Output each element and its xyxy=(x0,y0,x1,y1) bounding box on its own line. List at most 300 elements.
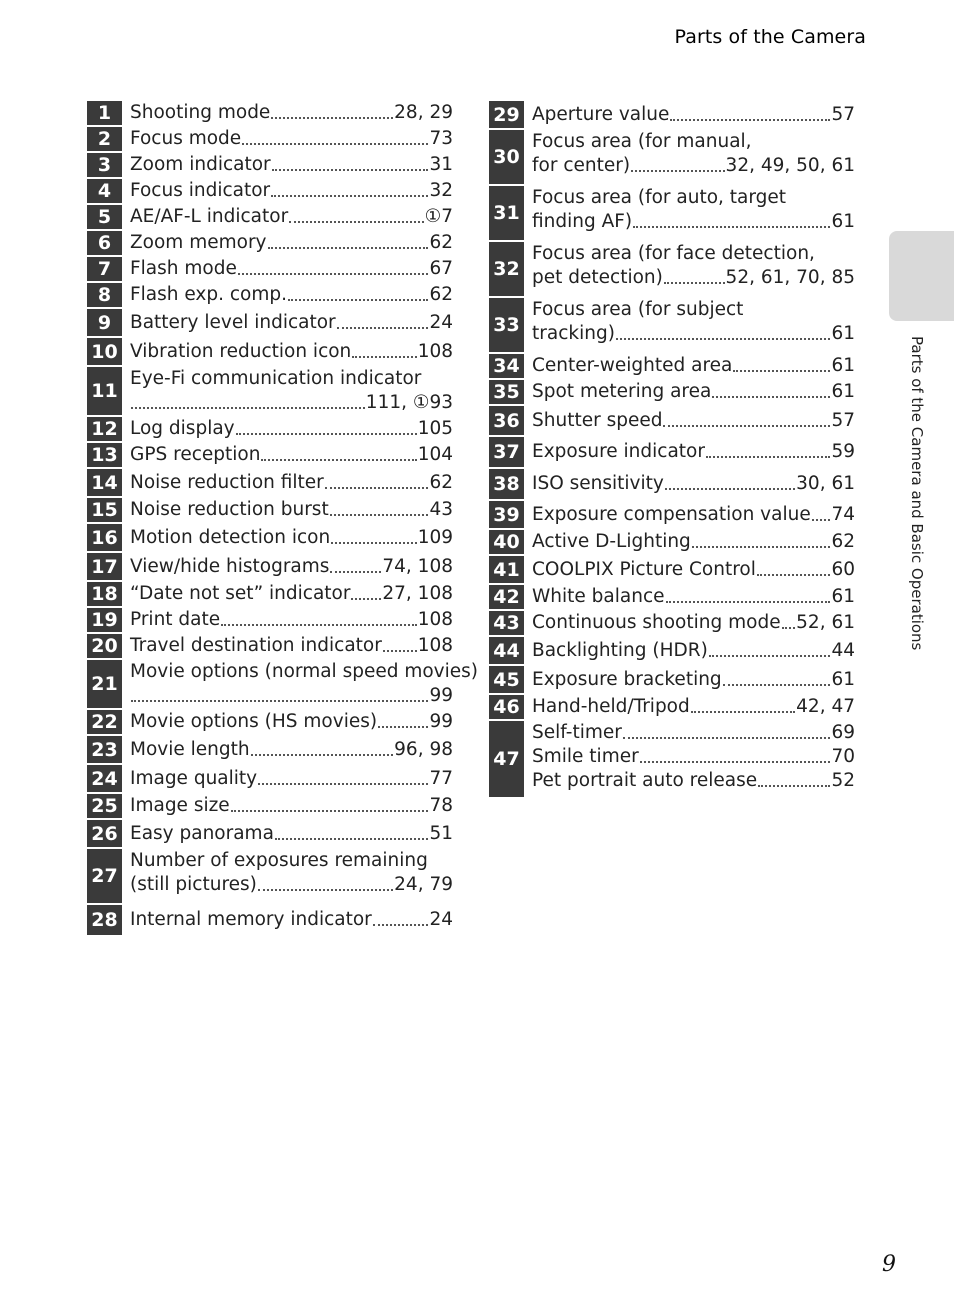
entry-line xyxy=(532,695,855,719)
entry-body xyxy=(122,849,453,903)
index-entry xyxy=(489,242,855,296)
index-entry xyxy=(489,101,855,128)
entry-page-refs: 60 xyxy=(831,558,855,580)
entry-label: Center-weighted area xyxy=(532,355,733,376)
dot-leader xyxy=(331,535,416,544)
entry-line xyxy=(130,794,453,818)
index-entry xyxy=(87,905,453,935)
entry-page-refs: 61 xyxy=(831,381,855,402)
entry-body xyxy=(524,298,855,352)
entry-number-badge: 45 xyxy=(489,666,524,693)
entry-line xyxy=(532,103,855,127)
index-entry xyxy=(87,710,453,734)
section-tab-label: Parts of the Camera and Basic Operations xyxy=(908,336,926,651)
entry-page-refs: 61 xyxy=(831,355,855,376)
entry-page-refs: 69 xyxy=(831,722,855,743)
entry-label: Focus indicator xyxy=(130,180,271,201)
entry-label: Battery level indicator xyxy=(130,311,336,333)
entry-label: Focus area (for auto, target xyxy=(532,187,787,208)
entry-page-refs: 59 xyxy=(831,441,855,462)
entry-number-badge: 44 xyxy=(489,637,524,664)
index-entry xyxy=(489,298,855,352)
page-header-title: Parts of the Camera xyxy=(674,26,866,48)
entry-page-refs: 111, ①93 xyxy=(365,392,453,413)
entry-line xyxy=(532,154,855,178)
dot-leader xyxy=(351,591,381,600)
entry-line xyxy=(130,283,453,307)
entry-body xyxy=(524,380,855,404)
entry-label: Smile timer xyxy=(532,746,639,767)
entry-line xyxy=(130,908,453,932)
entry-line xyxy=(130,205,453,229)
entry-label: Number of exposures remaining xyxy=(130,850,428,871)
entry-number-badge: 34 xyxy=(489,354,524,378)
entry-page-refs: 44 xyxy=(831,639,855,661)
entry-page-refs: 43 xyxy=(429,499,453,520)
index-entry xyxy=(489,666,855,693)
entry-line xyxy=(130,443,453,467)
entry-page-refs: 105 xyxy=(417,418,453,439)
index-entry xyxy=(489,501,855,528)
entry-page-refs: 108 xyxy=(417,340,453,362)
entry-page-refs: 27, 108 xyxy=(382,583,453,604)
entry-line xyxy=(532,354,855,378)
index-entry xyxy=(87,283,453,307)
dot-leader xyxy=(271,188,428,197)
index-entry xyxy=(87,127,453,151)
entry-body xyxy=(122,283,453,307)
entry-page-refs: 52, 61 xyxy=(796,612,855,633)
dot-leader xyxy=(631,163,724,172)
dot-leader xyxy=(337,320,429,329)
entry-label: Exposure indicator xyxy=(532,441,705,462)
entry-label: Continuous shooting mode xyxy=(532,612,781,633)
dot-leader xyxy=(383,643,417,652)
entry-number-badge: 20 xyxy=(87,634,122,658)
entry-line xyxy=(130,311,453,335)
entry-number-badge: 27 xyxy=(87,849,122,903)
entry-label: Pet portrait auto release xyxy=(532,770,758,791)
entry-line xyxy=(130,391,453,415)
index-entry xyxy=(87,231,453,255)
entry-body xyxy=(122,634,453,658)
entry-page-refs: 74, 108 xyxy=(382,555,453,577)
entry-label: “Date not set” indicator xyxy=(130,583,351,604)
index-entry xyxy=(87,469,453,496)
entry-line xyxy=(130,849,453,873)
index-entry xyxy=(87,524,453,551)
dot-leader xyxy=(378,719,428,728)
entry-line xyxy=(532,558,855,582)
entry-line xyxy=(532,503,855,527)
entry-label: Focus area (for face detection, xyxy=(532,243,815,264)
dot-leader xyxy=(242,136,428,145)
entry-label: White balance xyxy=(532,586,665,607)
entry-label: Movie length xyxy=(130,738,250,760)
entry-page-refs: 62 xyxy=(831,531,855,552)
entry-body xyxy=(524,666,855,693)
entry-line xyxy=(130,526,453,550)
entry-label: (still pictures) xyxy=(130,874,257,895)
entry-body xyxy=(122,417,453,441)
dot-leader xyxy=(261,452,416,461)
entry-page-refs: 108 xyxy=(417,609,453,630)
entry-line xyxy=(532,298,855,322)
entry-body xyxy=(122,153,453,177)
entry-body xyxy=(122,338,453,365)
entry-page-refs: 109 xyxy=(417,526,453,548)
entry-body xyxy=(524,501,855,528)
index-entry xyxy=(489,130,855,184)
index-entry xyxy=(489,437,855,467)
entry-label: Print date xyxy=(130,609,221,630)
entry-label: Exposure compensation value xyxy=(532,503,811,525)
index-entry xyxy=(489,380,855,404)
entry-number-badge: 36 xyxy=(489,406,524,435)
entry-body xyxy=(122,101,453,125)
entry-line xyxy=(130,767,453,791)
index-entry xyxy=(489,695,855,719)
index-entry xyxy=(87,765,453,792)
entry-number-badge: 1 xyxy=(87,101,122,125)
entry-label: Exposure bracketing xyxy=(532,668,722,690)
index-entry xyxy=(87,660,479,708)
entry-line xyxy=(130,710,453,734)
entry-number-badge: 12 xyxy=(87,417,122,441)
entry-body xyxy=(122,127,453,151)
entry-label: tracking) xyxy=(532,323,615,344)
entry-page-refs: 99 xyxy=(429,685,453,706)
entry-number-badge: 5 xyxy=(87,205,122,229)
index-entry xyxy=(489,530,855,554)
dot-leader xyxy=(131,400,365,409)
entry-body xyxy=(122,367,453,415)
index-entry xyxy=(87,153,453,177)
entry-number-badge: 30 xyxy=(489,130,524,184)
section-tab xyxy=(889,231,954,321)
entry-page-refs: 74 xyxy=(831,503,855,525)
entry-label: Hand-held/Tripod xyxy=(532,696,690,717)
entry-label: Zoom indicator xyxy=(130,154,271,175)
entry-page-refs: 24 xyxy=(429,311,453,333)
entry-body xyxy=(524,130,855,184)
entry-number-badge: 42 xyxy=(489,585,524,609)
index-entry xyxy=(87,367,453,415)
entry-body xyxy=(524,585,855,609)
index-entry xyxy=(87,582,453,606)
entry-page-refs: 78 xyxy=(429,795,453,816)
entry-line xyxy=(130,873,453,897)
entry-page-refs: 67 xyxy=(429,258,453,279)
entry-body xyxy=(524,721,855,797)
entry-body xyxy=(122,736,453,763)
entry-line xyxy=(532,668,855,692)
index-entry xyxy=(87,849,453,903)
entry-label: Image quality xyxy=(130,767,258,789)
entry-number-badge: 25 xyxy=(87,794,122,818)
entry-body xyxy=(122,524,453,551)
entry-number-badge: 2 xyxy=(87,127,122,151)
entry-page-refs: 62 xyxy=(429,471,453,493)
entry-label: Active D-Lighting xyxy=(532,531,691,552)
index-entry xyxy=(87,498,453,522)
entry-body xyxy=(122,179,453,203)
entry-line xyxy=(532,472,855,496)
index-entry xyxy=(489,585,855,609)
entry-label: Internal memory indicator xyxy=(130,909,372,930)
entry-number-badge: 38 xyxy=(489,469,524,499)
dot-leader xyxy=(330,564,381,573)
dot-leader xyxy=(633,219,830,228)
dot-leader xyxy=(666,594,831,603)
index-entry xyxy=(489,469,855,499)
index-entry xyxy=(489,611,855,635)
entry-line xyxy=(532,721,855,745)
entry-line xyxy=(130,582,453,606)
entry-line xyxy=(532,745,855,769)
entry-body xyxy=(122,231,453,255)
dot-leader xyxy=(236,426,417,435)
dot-leader xyxy=(616,331,831,340)
dot-leader xyxy=(757,567,831,576)
dot-leader xyxy=(238,266,429,275)
entry-number-badge: 46 xyxy=(489,695,524,719)
entry-number-badge: 17 xyxy=(87,553,122,580)
index-entry xyxy=(489,186,855,240)
dot-leader xyxy=(258,882,393,891)
entry-page-refs: 62 xyxy=(429,232,453,253)
dot-leader xyxy=(272,162,429,171)
entry-line xyxy=(532,409,855,433)
dot-leader xyxy=(670,112,830,121)
entry-number-badge: 15 xyxy=(87,498,122,522)
entry-label: Eye-Fi communication indicator xyxy=(130,368,422,389)
entry-body xyxy=(122,205,453,229)
page-number: 9 xyxy=(882,1252,896,1277)
entry-page-refs: 52, 61, 70, 85 xyxy=(725,267,855,288)
entry-line xyxy=(532,266,855,290)
entry-body xyxy=(122,660,479,708)
index-entry xyxy=(87,608,453,632)
entry-body xyxy=(122,794,453,818)
entry-label: Focus area (for subject xyxy=(532,299,744,320)
entry-line xyxy=(130,738,453,762)
entry-page-refs: 30, 61 xyxy=(796,473,855,494)
entry-line xyxy=(532,639,855,663)
entry-line xyxy=(532,530,855,554)
entry-line xyxy=(130,257,453,281)
entry-body xyxy=(122,469,453,496)
entry-line xyxy=(130,684,453,708)
entry-page-refs: 57 xyxy=(831,103,855,125)
entry-page-refs: 57 xyxy=(831,409,855,431)
entry-line xyxy=(130,608,453,632)
entry-number-badge: 3 xyxy=(87,153,122,177)
index-entry xyxy=(87,736,453,763)
entry-page-refs: 108 xyxy=(417,635,453,656)
entry-page-refs: 28, 29 xyxy=(394,102,453,123)
entry-label: Movie options (normal speed movies) xyxy=(130,661,479,682)
entry-page-refs: 62 xyxy=(429,284,453,305)
entry-number-badge: 9 xyxy=(87,309,122,336)
dot-leader xyxy=(691,704,795,713)
entry-label: Zoom memory xyxy=(130,232,267,253)
entry-number-badge: 19 xyxy=(87,608,122,632)
entry-number-badge: 7 xyxy=(87,257,122,281)
entry-label: Easy panorama xyxy=(130,822,274,844)
entry-number-badge: 33 xyxy=(489,298,524,352)
entry-page-refs: 32 xyxy=(429,180,453,201)
entry-page-refs: 73 xyxy=(429,128,453,149)
entry-page-refs: 61 xyxy=(831,211,855,232)
entry-body xyxy=(122,608,453,632)
entry-label: Backlighting (HDR) xyxy=(532,639,708,661)
entry-line xyxy=(532,380,855,404)
dot-leader xyxy=(709,648,831,657)
entry-label: GPS reception xyxy=(130,444,261,465)
entry-line xyxy=(532,186,855,210)
dot-leader xyxy=(692,539,831,548)
entry-line xyxy=(130,231,453,255)
index-entry xyxy=(489,556,855,583)
entry-number-badge: 18 xyxy=(87,582,122,606)
entry-number-badge: 21 xyxy=(87,660,122,708)
index-column-right xyxy=(489,101,855,799)
index-entry xyxy=(87,417,453,441)
entry-label: for center) xyxy=(532,155,631,176)
entry-label: Vibration reduction icon xyxy=(130,340,352,362)
entry-body xyxy=(122,498,453,522)
index-entry xyxy=(489,721,855,797)
entry-label: Spot metering area xyxy=(532,381,712,402)
dot-leader xyxy=(665,481,795,490)
entry-page-refs: 96, 98 xyxy=(394,738,453,760)
dot-leader xyxy=(330,507,429,516)
entry-line xyxy=(130,634,453,658)
entry-label: Shooting mode xyxy=(130,102,271,123)
entry-number-badge: 13 xyxy=(87,443,122,467)
entry-line xyxy=(532,130,855,154)
entry-line xyxy=(130,153,453,177)
entry-number-badge: 23 xyxy=(87,736,122,763)
entry-body xyxy=(524,354,855,378)
entry-body xyxy=(524,556,855,583)
entry-body xyxy=(122,905,453,935)
entry-line xyxy=(130,179,453,203)
entry-line xyxy=(130,555,453,579)
entry-number-badge: 43 xyxy=(489,611,524,635)
dot-leader xyxy=(231,803,429,812)
entry-number-badge: 22 xyxy=(87,710,122,734)
entry-label: Noise reduction burst xyxy=(130,499,329,520)
dot-leader xyxy=(275,831,429,840)
index-entry xyxy=(87,634,453,658)
entry-label: ISO sensitivity xyxy=(532,473,664,494)
entry-number-badge: 37 xyxy=(489,437,524,467)
entry-number-badge: 28 xyxy=(87,905,122,935)
entry-body xyxy=(524,637,855,664)
entry-label: Flash mode xyxy=(130,258,237,279)
index-entry xyxy=(87,257,453,281)
index-entry xyxy=(87,179,453,203)
entry-body xyxy=(524,469,855,499)
entry-number-badge: 14 xyxy=(87,469,122,496)
entry-number-badge: 29 xyxy=(489,101,524,128)
dot-leader xyxy=(258,776,428,785)
entry-number-badge: 4 xyxy=(87,179,122,203)
dot-leader xyxy=(325,480,429,489)
entry-page-refs: 24, 79 xyxy=(394,874,453,895)
entry-page-refs: 104 xyxy=(417,444,453,465)
dot-leader xyxy=(782,620,796,629)
entry-number-badge: 24 xyxy=(87,765,122,792)
dot-leader xyxy=(289,214,423,223)
entry-label: Focus mode xyxy=(130,128,242,149)
entry-page-refs: 31 xyxy=(429,154,453,175)
dot-leader xyxy=(664,275,725,284)
entry-label: finding AF) xyxy=(532,211,633,232)
entry-body xyxy=(122,309,453,336)
index-entry xyxy=(489,354,855,378)
index-entry xyxy=(87,338,453,365)
entry-body xyxy=(524,186,855,240)
entry-number-badge: 26 xyxy=(87,820,122,847)
dot-leader xyxy=(352,349,416,358)
entry-page-refs: 61 xyxy=(831,586,855,607)
entry-label: COOLPIX Picture Control xyxy=(532,558,756,580)
entry-line xyxy=(532,210,855,234)
index-entry xyxy=(87,794,453,818)
entry-label: AE/AF-L indicator xyxy=(130,206,289,227)
dot-leader xyxy=(663,418,830,427)
entry-body xyxy=(122,443,453,467)
entry-number-badge: 10 xyxy=(87,338,122,365)
index-entry xyxy=(87,309,453,336)
entry-line xyxy=(532,322,855,346)
dot-leader xyxy=(640,754,831,763)
entry-label: Self-timer xyxy=(532,722,622,743)
entry-body xyxy=(524,530,855,554)
entry-label: Log display xyxy=(130,418,235,439)
index-entry xyxy=(87,820,453,847)
entry-body xyxy=(122,765,453,792)
entry-label: Motion detection icon xyxy=(130,526,331,548)
entry-number-badge: 39 xyxy=(489,501,524,528)
dot-leader xyxy=(268,240,429,249)
entry-line xyxy=(130,498,453,522)
entry-label: Shutter speed xyxy=(532,409,663,431)
dot-leader xyxy=(712,389,830,398)
entry-page-refs: 99 xyxy=(429,711,453,732)
entry-body xyxy=(524,101,855,128)
entry-page-refs: 51 xyxy=(429,822,453,844)
dot-leader xyxy=(733,363,830,372)
entry-page-refs: 77 xyxy=(429,767,453,789)
entry-number-badge: 47 xyxy=(489,721,524,797)
entry-page-refs: 70 xyxy=(831,746,855,767)
entry-line xyxy=(130,127,453,151)
entry-body xyxy=(122,553,453,580)
entry-body xyxy=(122,820,453,847)
entry-line xyxy=(532,585,855,609)
index-entry xyxy=(87,443,453,467)
entry-number-badge: 16 xyxy=(87,524,122,551)
entry-page-refs: ①7 xyxy=(424,206,453,227)
entry-number-badge: 8 xyxy=(87,283,122,307)
entry-body xyxy=(122,257,453,281)
entry-label: Noise reduction filter xyxy=(130,471,324,493)
entry-number-badge: 31 xyxy=(489,186,524,240)
